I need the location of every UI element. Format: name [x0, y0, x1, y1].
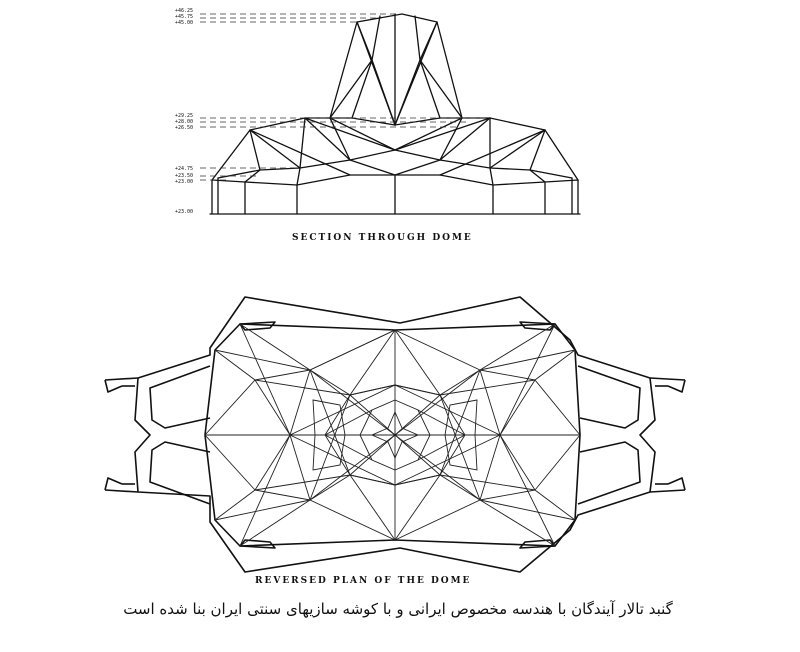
section-drawing [175, 8, 580, 215]
level-label: +29.25 [175, 113, 194, 119]
level-label: +28.00 [175, 119, 194, 125]
level-label: +23.50 [175, 173, 194, 179]
section-base-columns [212, 175, 578, 214]
farsi-caption: گنبد تالار آیندگان با هندسه مخصوص ایرانی و با کوشه سازیهای سنتی ایران بنا شده است [123, 600, 673, 618]
plan-caption: REVERSED PLAN OF THE DOME [255, 576, 472, 586]
level-label: +23.00 [175, 179, 194, 185]
dome-star-pattern [205, 324, 580, 546]
level-label: +26.50 [175, 125, 194, 131]
level-labels [175, 8, 193, 215]
section-caption: SECTION THROUGH DOME [292, 233, 473, 243]
level-label: +45.00 [175, 20, 194, 26]
level-label: +45.75 [175, 14, 194, 20]
plan-drawing [105, 297, 685, 572]
level-label: +46.25 [175, 8, 194, 14]
level-label: +24.75 [175, 166, 194, 172]
level-label: +23.00 [175, 209, 194, 215]
